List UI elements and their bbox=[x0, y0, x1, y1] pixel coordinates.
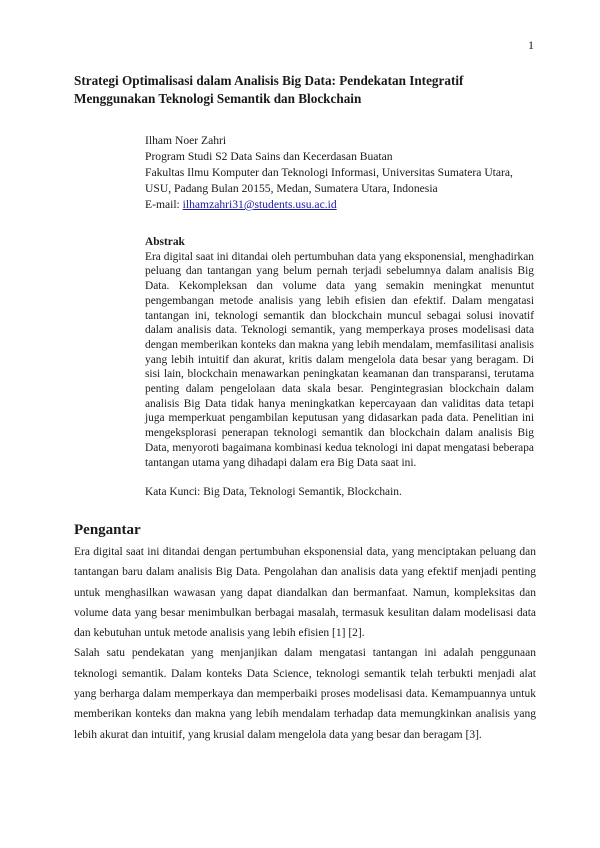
abstract-body: Era digital saat ini ditandai oleh pertumbuhan data yang eksponensial, menghadirkan peluang dan tantangan yang belum pernah terjadi sebelumnya dalam analisis Big Data. Kekompleksan dan volume data yang semakin meningkat menuntut pengembangan metode analisis yang lebih efisien dan efektif. Dalam mengatasi tantangan ini, teknologi semantik dan blockchain muncul sebagai solusi inovatif dalam analisis data. Teknologi semantik, yang memperkaya proses modelisasi data dengan memberikan konteks dan makna yang lebih mendalam, memfasilitasi analisis yang lebih intuitif dan akurat, kritis dalam mengelola data besar yang beragam. Di sisi lain, blockchain menawarkan peningkatan keamanan dan transparansi, terutama penting dalam pengelolaan data skala besar. Pengintegrasian blockchain dalam analisis Big Data tidak hanya meningkatkan kepercayaan dan validitas data tetapi juga memperkuat pengambilan keputusan yang didasarkan pada data. Penelitian ini mengeksplorasi penerapan teknologi semantik dan blockchain dalam analisis Big Data, menyoroti bagaimana kombinasi kedua teknologi ini dapat mengatasi beberapa tantangan utama yang dihadapi dalam era Big Data saat ini. bbox=[145, 250, 534, 469]
author-faculty: Fakultas Ilmu Komputer dan Teknologi Informasi, Universitas Sumatera Utara, bbox=[145, 166, 513, 179]
author-name: Ilham Noer Zahri bbox=[145, 134, 227, 147]
paragraph: Salah satu pendekatan yang menjanjikan dalam mengatasi tantangan ini adalah penggunaan teknologi semantik. Dalam konteks Data Science, teknologi semantik telah terbukti menjadi alat yang berharga dalam memperkaya dan memperbaiki proses modelisasi data. Kemampuannya untuk memberikan konteks dan makna yang lebih mendalam terhadap data memungkinkan analisis yang lebih akurat dan intuitif, yang krusial dalam mengelola data yang besar dan beragam [3]. bbox=[74, 647, 536, 741]
section-body bbox=[74, 542, 536, 745]
email-link[interactable]: ilhamzahri31@students.usu.ac.id bbox=[182, 198, 337, 211]
author-email-line bbox=[145, 197, 545, 213]
keywords: Kata Kunci: Big Data, Teknologi Semantik, Blockchain. bbox=[145, 486, 402, 499]
abstract-block bbox=[145, 235, 534, 500]
paragraph: Era digital saat ini ditandai dengan pertumbuhan eksponensial data, yang menciptakan peluang dan tantangan baru dalam analisis Big Data. Pengolahan dan analisis data yang efektif menjadi penting untuk menghasilkan wawasan yang dapat diandalkan dan bermanfaat. Namun, kompleksitas dan volume data yang besar menimbulkan berbagai masalah, termasuk kesulitan dalam modelisasi data dan kebutuhan untuk metode analisis yang lebih efisien [1] [2]. bbox=[74, 546, 536, 640]
author-address: USU, Padang Bulan 20155, Medan, Sumatera Utara, Indonesia bbox=[145, 182, 438, 195]
page-number: 1 bbox=[528, 38, 534, 52]
author-block bbox=[145, 133, 545, 213]
author-program: Program Studi S2 Data Sains dan Kecerdasan Buatan bbox=[145, 150, 393, 163]
email-label: E-mail: bbox=[145, 198, 183, 211]
paper-title: Strategi Optimalisasi dalam Analisis Big Data: Pendekatan Integratif Menggunakan Teknologi Semantik dan Blockchain bbox=[74, 73, 464, 106]
section-heading: Pengantar bbox=[74, 522, 141, 538]
abstract-heading: Abstrak bbox=[145, 236, 185, 248]
